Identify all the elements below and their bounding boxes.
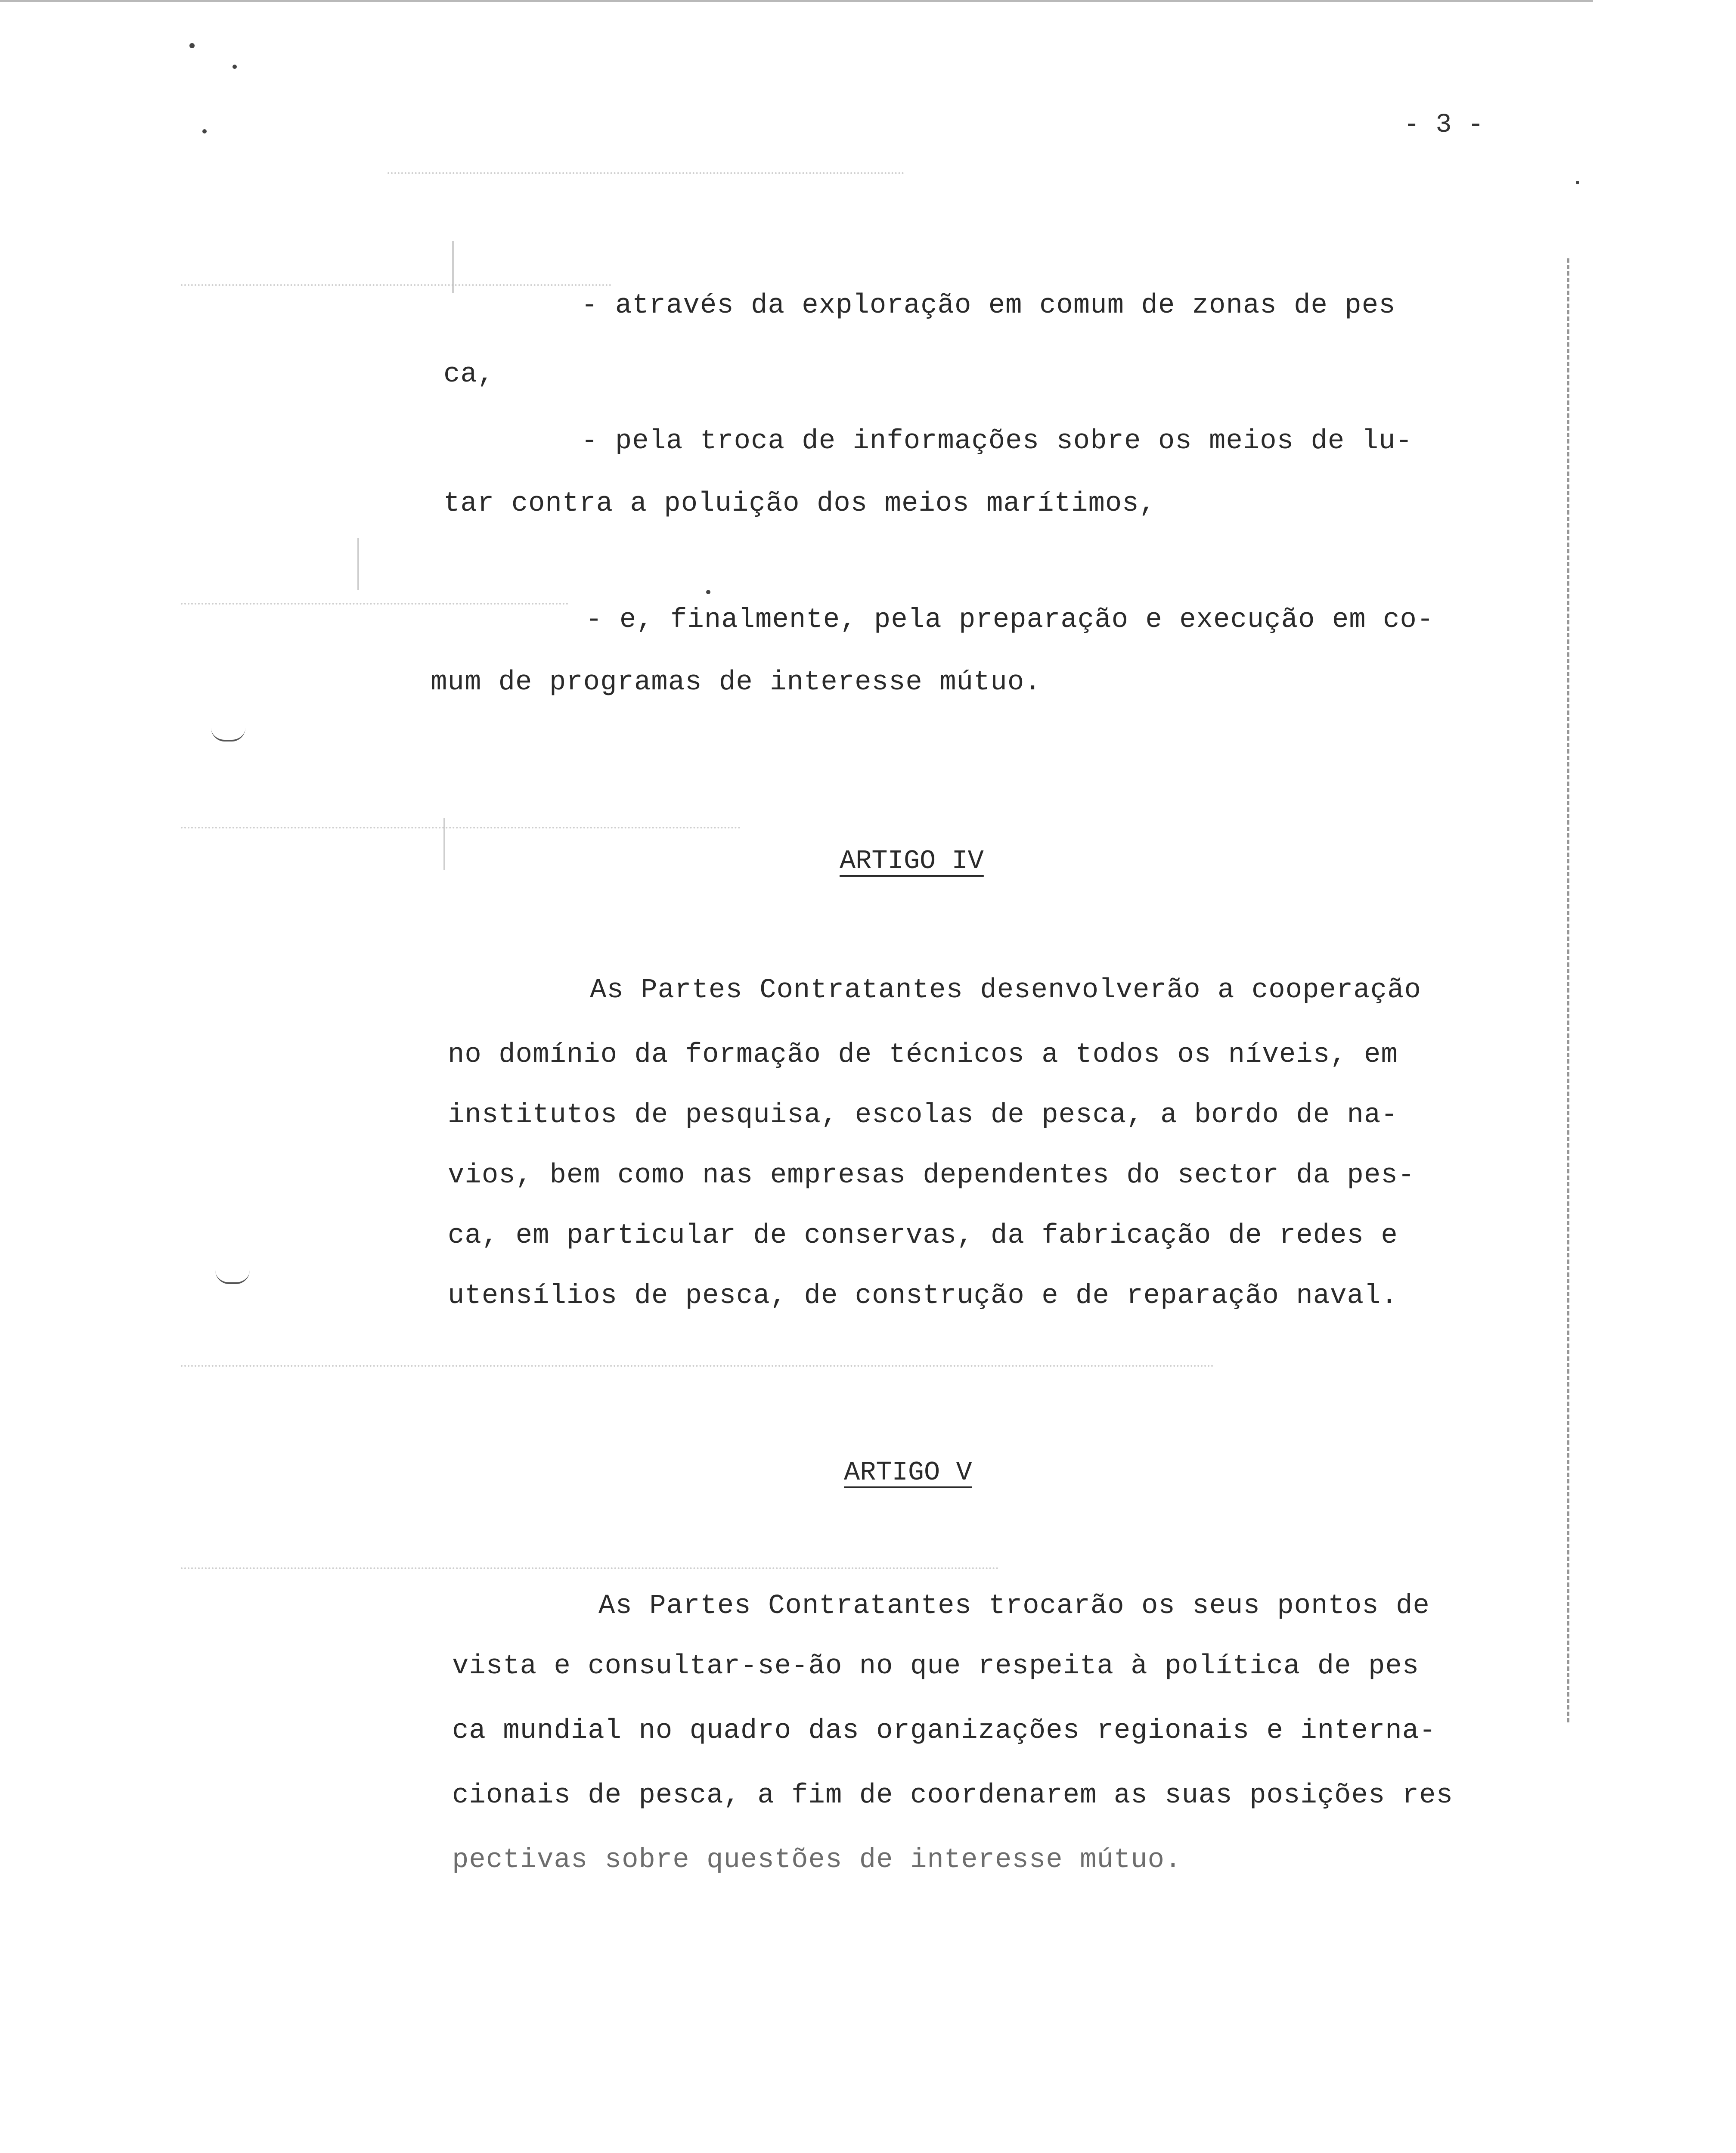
page-number: - 3 - bbox=[1404, 109, 1484, 140]
scan-bleed bbox=[357, 538, 359, 590]
article-iv-line: vios, bem como nas empresas dependentes do sector da pes- bbox=[448, 1160, 1415, 1191]
article-iv-line: no domínio da formação de técnicos a todos os níveis, em bbox=[448, 1039, 1398, 1070]
scan-bleed bbox=[181, 1567, 999, 1573]
scan-bleed bbox=[443, 818, 445, 870]
scan-edge-top bbox=[0, 0, 1593, 6]
pencil-mark bbox=[215, 1270, 250, 1284]
scan-speck bbox=[189, 43, 195, 48]
scan-speck bbox=[202, 129, 207, 133]
scan-bleed bbox=[181, 284, 611, 290]
pencil-mark bbox=[211, 728, 245, 741]
scan-bleed bbox=[181, 827, 741, 833]
scan-edge-right bbox=[1567, 258, 1573, 1722]
article-v-line: pectivas sobre questões de interesse mútuo. bbox=[452, 1845, 1182, 1876]
list-item-line: - e, finalmente, pela preparação e execução em co- bbox=[586, 605, 1434, 636]
scan-bleed bbox=[181, 1365, 1214, 1371]
list-item-line: tar contra a poluição dos meios marítimos, bbox=[443, 488, 1156, 519]
list-item-line: mum de programas de interesse mútuo. bbox=[431, 667, 1042, 698]
article-v-line: As Partes Contratantes trocarão os seus pontos de bbox=[598, 1591, 1430, 1622]
scan-bleed bbox=[388, 172, 904, 178]
article-v-heading: ARTIGO V bbox=[844, 1457, 972, 1488]
scan-speck bbox=[1576, 181, 1579, 184]
scan-speck bbox=[706, 590, 710, 594]
scan-bleed bbox=[181, 603, 568, 609]
list-item-line: ca, bbox=[443, 359, 495, 390]
scan-speck bbox=[232, 65, 237, 69]
article-iv-line: As Partes Contratantes desenvolverão a cooperação bbox=[590, 975, 1421, 1006]
article-v-line: vista e consultar-se-ão no que respeita à política de pes bbox=[452, 1651, 1420, 1682]
article-iv-heading: ARTIGO IV bbox=[840, 846, 984, 876]
article-iv-line: ca, em particular de conservas, da fabricação de redes e bbox=[448, 1220, 1398, 1251]
list-item-line: - através da exploração em comum de zonas de pes bbox=[581, 290, 1396, 321]
article-v-line: cionais de pesca, a fim de coordenarem as suas posições res bbox=[452, 1780, 1453, 1811]
article-iv-line: institutos de pesquisa, escolas de pesca, a bordo de na- bbox=[448, 1100, 1398, 1131]
article-v-line: ca mundial no quadro das organizações regionais e interna- bbox=[452, 1716, 1436, 1747]
article-iv-line: utensílios de pesca, de construção e de reparação naval. bbox=[448, 1281, 1398, 1312]
list-item-line: - pela troca de informações sobre os meios de lu- bbox=[581, 426, 1413, 457]
scan-bleed bbox=[452, 241, 454, 293]
